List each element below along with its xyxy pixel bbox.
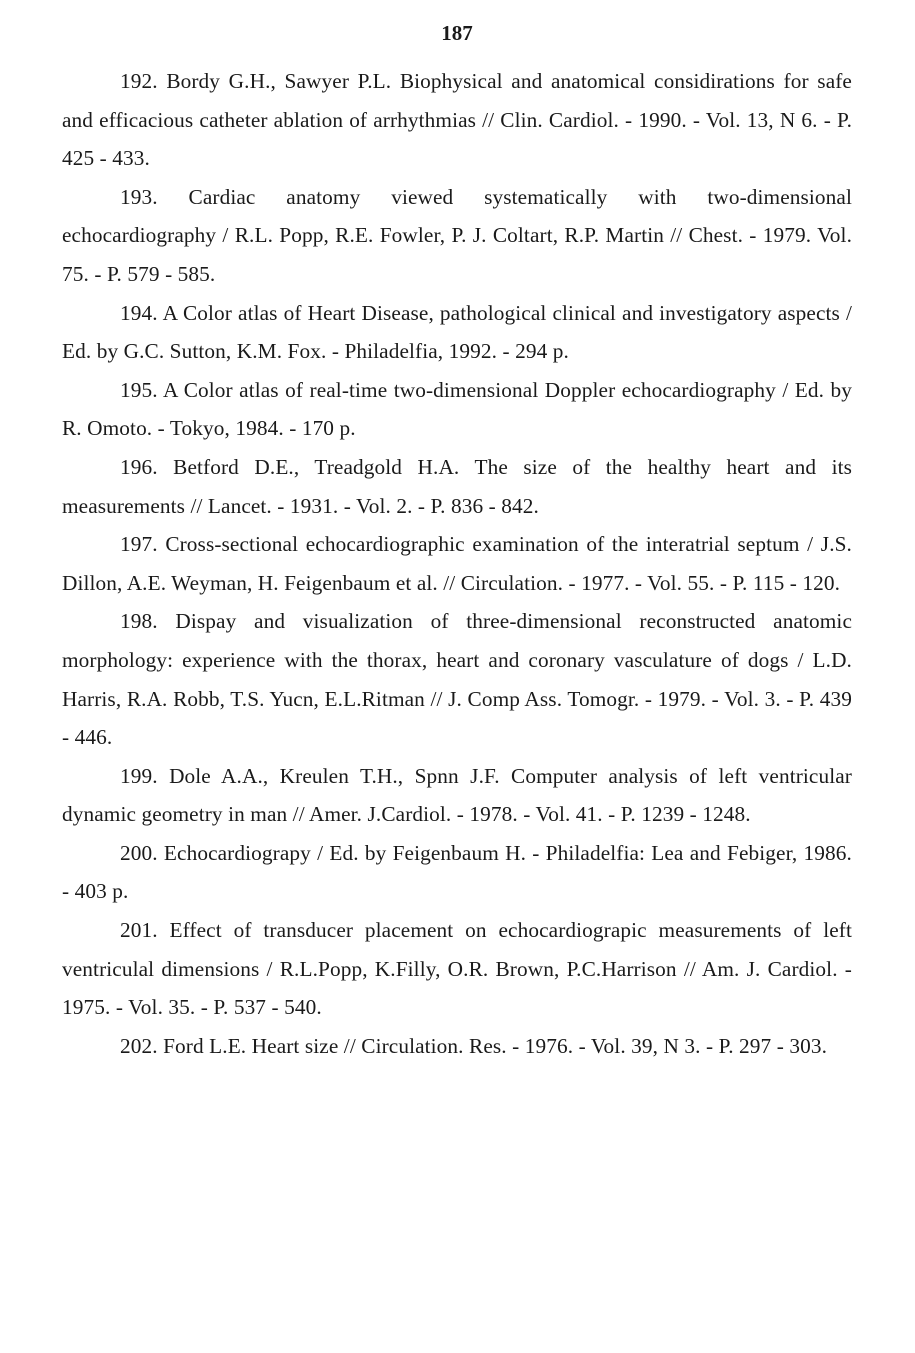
reference-text: Betford D.E., Treadgold H.A. The size of the healthy heart and its measurements // Lancet. - 1931. - Vol. 2. - P. 836 - 842.: [62, 454, 852, 518]
reference-number: 201.: [120, 918, 158, 943]
reference-text: A Color atlas of Heart Disease, pathological clinical and investigatory aspects / Ed. by G.C. Sutton, K.M. Fox. - Philadelfia, 1992. - 294 p.: [62, 300, 852, 364]
reference-text: Echocardiograpy / Ed. by Feigenbaum H. - Philadelfia: Lea and Febiger, 1986. - 403 p.: [62, 840, 852, 904]
reference-item: [62, 911, 852, 1027]
reference-text: Bordy G.H., Sawyer P.L. Biophysical and anatomical considirations for safe and efficacious catheter ablation of arrhythmias // Clin. Cardiol. - 1990. - Vol. 13, N 6. - P. 425 - 433.: [62, 69, 852, 171]
reference-text: Dole A.A., Kreulen T.H., Spnn J.F. Computer analysis of left ventricular dynamic geometry in man // Amer. J.Cardiol. - 1978. - Vol. 41. - P. 1239 - 1248.: [62, 763, 852, 827]
reference-item: [62, 757, 852, 834]
reference-item: [62, 448, 852, 525]
reference-text: Ford L.E. Heart size // Circulation. Res. - 1976. - Vol. 39, N 3. - P. 297 - 303.: [163, 1033, 828, 1058]
reference-item: [62, 525, 852, 602]
reference-number: 202.: [120, 1033, 158, 1058]
reference-number: 200.: [120, 840, 158, 865]
reference-number: 198.: [120, 609, 158, 634]
reference-number: 193.: [120, 184, 158, 209]
reference-item: [62, 602, 852, 756]
reference-text: A Color atlas of real-time two-dimensional Doppler echocardiography / Ed. by R. Omoto. - Tokyo, 1984. - 170 p.: [62, 377, 853, 441]
reference-number: 197.: [120, 532, 158, 557]
reference-number: 195.: [120, 377, 158, 402]
reference-item: [62, 834, 852, 911]
reference-item: [62, 178, 852, 294]
reference-text: Effect of transducer placement on echocardiograpic measurements of left ventriculal dimensions / R.L.Popp, K.Filly, O.R. Brown, P.C.Harrison // Am. J. Cardiol. - 1975. - Vol. 35. - P. 537 - 540.: [62, 918, 852, 1020]
reference-text: Dispay and visualization of three-dimensional reconstructed anatomic morphology: experience with the thorax, heart and coronary vasculature of dogs / L.D. Harris, R.A. Robb, T.S. Yucn, E.L.Ritman // J. Comp Ass. Tomogr. - 1979. - Vol. 3. - P. 439 - 446.: [62, 609, 852, 750]
reference-number: 196.: [120, 454, 158, 479]
reference-item: [62, 1027, 852, 1066]
reference-number: 192.: [120, 69, 158, 93]
reference-item: [62, 62, 852, 178]
reference-list: [62, 62, 852, 1065]
reference-item: [62, 371, 852, 448]
reference-number: 199.: [120, 763, 158, 788]
page-number: 187: [441, 21, 473, 45]
reference-text: Cardiac anatomy viewed systematically with two-dimensional echocardiography / R.L. Popp, R.E. Fowler, P. J. Coltart, R.P. Martin // Chest. - 1979. Vol. 75. - P. 579 - 585.: [62, 184, 852, 286]
reference-item: [62, 294, 852, 371]
reference-number: 194.: [120, 300, 158, 325]
reference-text: Cross-sectional echocardiographic examination of the interatrial septum / J.S. Dillon, A.E. Weyman, H. Feigenbaum et al. // Circulation. - 1977. - Vol. 55. - P. 115 - 120.: [62, 532, 852, 595]
